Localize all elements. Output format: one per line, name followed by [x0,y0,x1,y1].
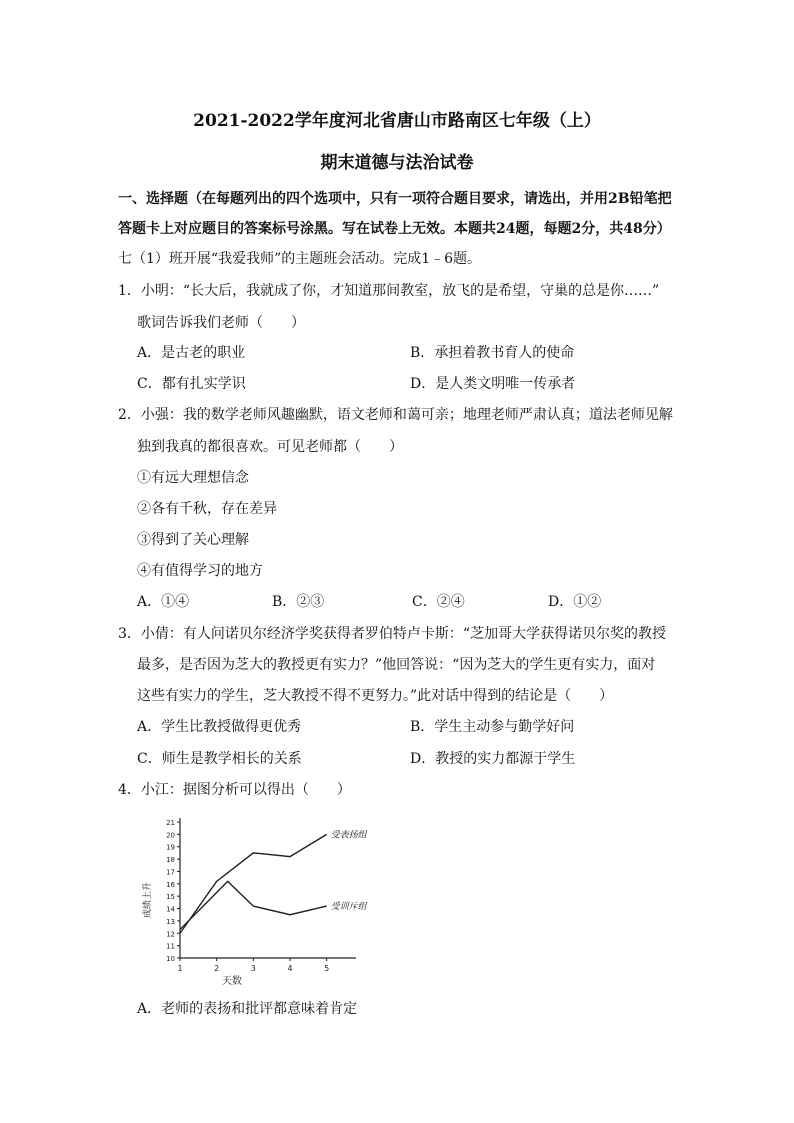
praise-criticism-line-chart [143,810,396,988]
series-label-1: 受表扬组 [330,830,367,841]
x-tick-label: 5 [324,964,330,973]
question-1-option-a: A．是古老的职业 [137,345,246,361]
y-tick-label: 11 [166,942,175,951]
chart-x-axis-label: 天数 [222,976,242,987]
question-2-item-4: ④有值得学习的地方 [137,563,263,579]
y-tick-label: 13 [166,917,175,926]
question-3-stem-cont-2: 这些有实力的学生，芝大教授不得不更努力。”此对话中得到的结论是（ ） [137,688,614,704]
section-instructions-line2: 答题卡上对应题目的答案标号涂黑。写在试卷上无效。本题共24题，每题2分，共48分） [118,221,671,237]
question-2-option-c: C．②④ [412,594,465,610]
y-tick-label: 17 [166,868,175,877]
question-2-stem-cont: 独到我真的都很喜欢。可见老师都（ ） [137,439,403,455]
y-tick-label: 21 [166,819,175,827]
series-line-2 [180,881,327,929]
x-tick-label: 1 [177,964,183,973]
chart-axes [180,818,356,958]
question-3-option-c: C．师生是教学相长的关系 [137,751,302,767]
question-1-option-b: B．承担着教书育人的使命 [410,345,575,361]
series-label-2: 受训斥组 [330,902,367,913]
question-2-item-1: ①有远大理想信念 [137,470,249,486]
question-2-stem: 2．小强：我的数学老师风趣幽默，语文老师和蔼可亲；地理老师严肃认真；道法老师见解 [118,407,673,423]
question-1-option-d: D．是人类文明唯一传承者 [410,376,576,392]
question-2-option-a: A．①④ [137,594,190,610]
chart-series [180,829,368,933]
question-3-option-a: A．学生比教授做得更优秀 [137,719,302,735]
y-tick-label: 15 [166,893,175,902]
question-2-item-3: ③得到了关心理解 [137,532,249,548]
question-2-option-b: B．②③ [272,594,325,610]
question-3-stem: 3．小倩：有人问诺贝尔经济学奖获得者罗伯特卢卡斯：“芝加哥大学获得诺贝尔奖的教授 [118,626,667,642]
chart-y-axis-label: 成绩上升 [143,881,153,919]
y-tick-label: 12 [166,930,175,939]
question-3-option-d: D．教授的实力都源于学生 [410,751,576,767]
question-2-item-2: ②各有千秋，存在差异 [137,501,277,517]
y-tick-label: 10 [166,955,175,963]
y-tick-label: 18 [166,856,175,865]
y-tick-label: 19 [166,843,175,852]
series-line-1 [180,834,327,933]
question-1-option-c: C．都有扎实学识 [137,376,246,392]
exam-title: 2021-2022学年度河北省唐山市路南区七年级（上） [193,111,601,131]
question-2-option-d: D．①② [548,594,602,610]
question-1-stem-cont: 歌词告诉我们老师（ ） [137,315,305,331]
x-tick-label: 3 [250,964,256,973]
question-4-stem: 4．小江：据图分析可以得出（ ） [118,782,351,798]
x-tick-label: 4 [287,964,293,973]
chart-ticks [166,819,329,973]
exam-subtitle: 期末道德与法治试卷 [320,153,474,173]
y-tick-label: 14 [166,905,175,914]
question-3-option-b: B．学生主动参与勤学好问 [410,719,575,735]
y-tick-label: 20 [166,831,175,840]
question-3-stem-cont-1: 最多，是否因为芝大的教授更有实力？”他回答说：“因为芝大的学生更有实力，面对 [137,657,656,673]
y-tick-label: 16 [166,880,175,889]
section-instructions-line1: 一、选择题（在每题列出的四个选项中，只有一项符合题目要求，请选出，并用2B铅笔把 [118,191,672,207]
question-1-stem: 1．小明：“长大后，我就成了你，才知道那间教室，放飞的是希望，守巢的总是你……” [118,283,660,299]
x-tick-label: 2 [214,964,220,973]
question-group-intro: 七（1）班开展“我爱我师”的主题班会活动。完成1﹣6题。 [118,251,482,267]
question-4-option-a: A．老师的表扬和批评都意味着肯定 [137,1001,358,1017]
